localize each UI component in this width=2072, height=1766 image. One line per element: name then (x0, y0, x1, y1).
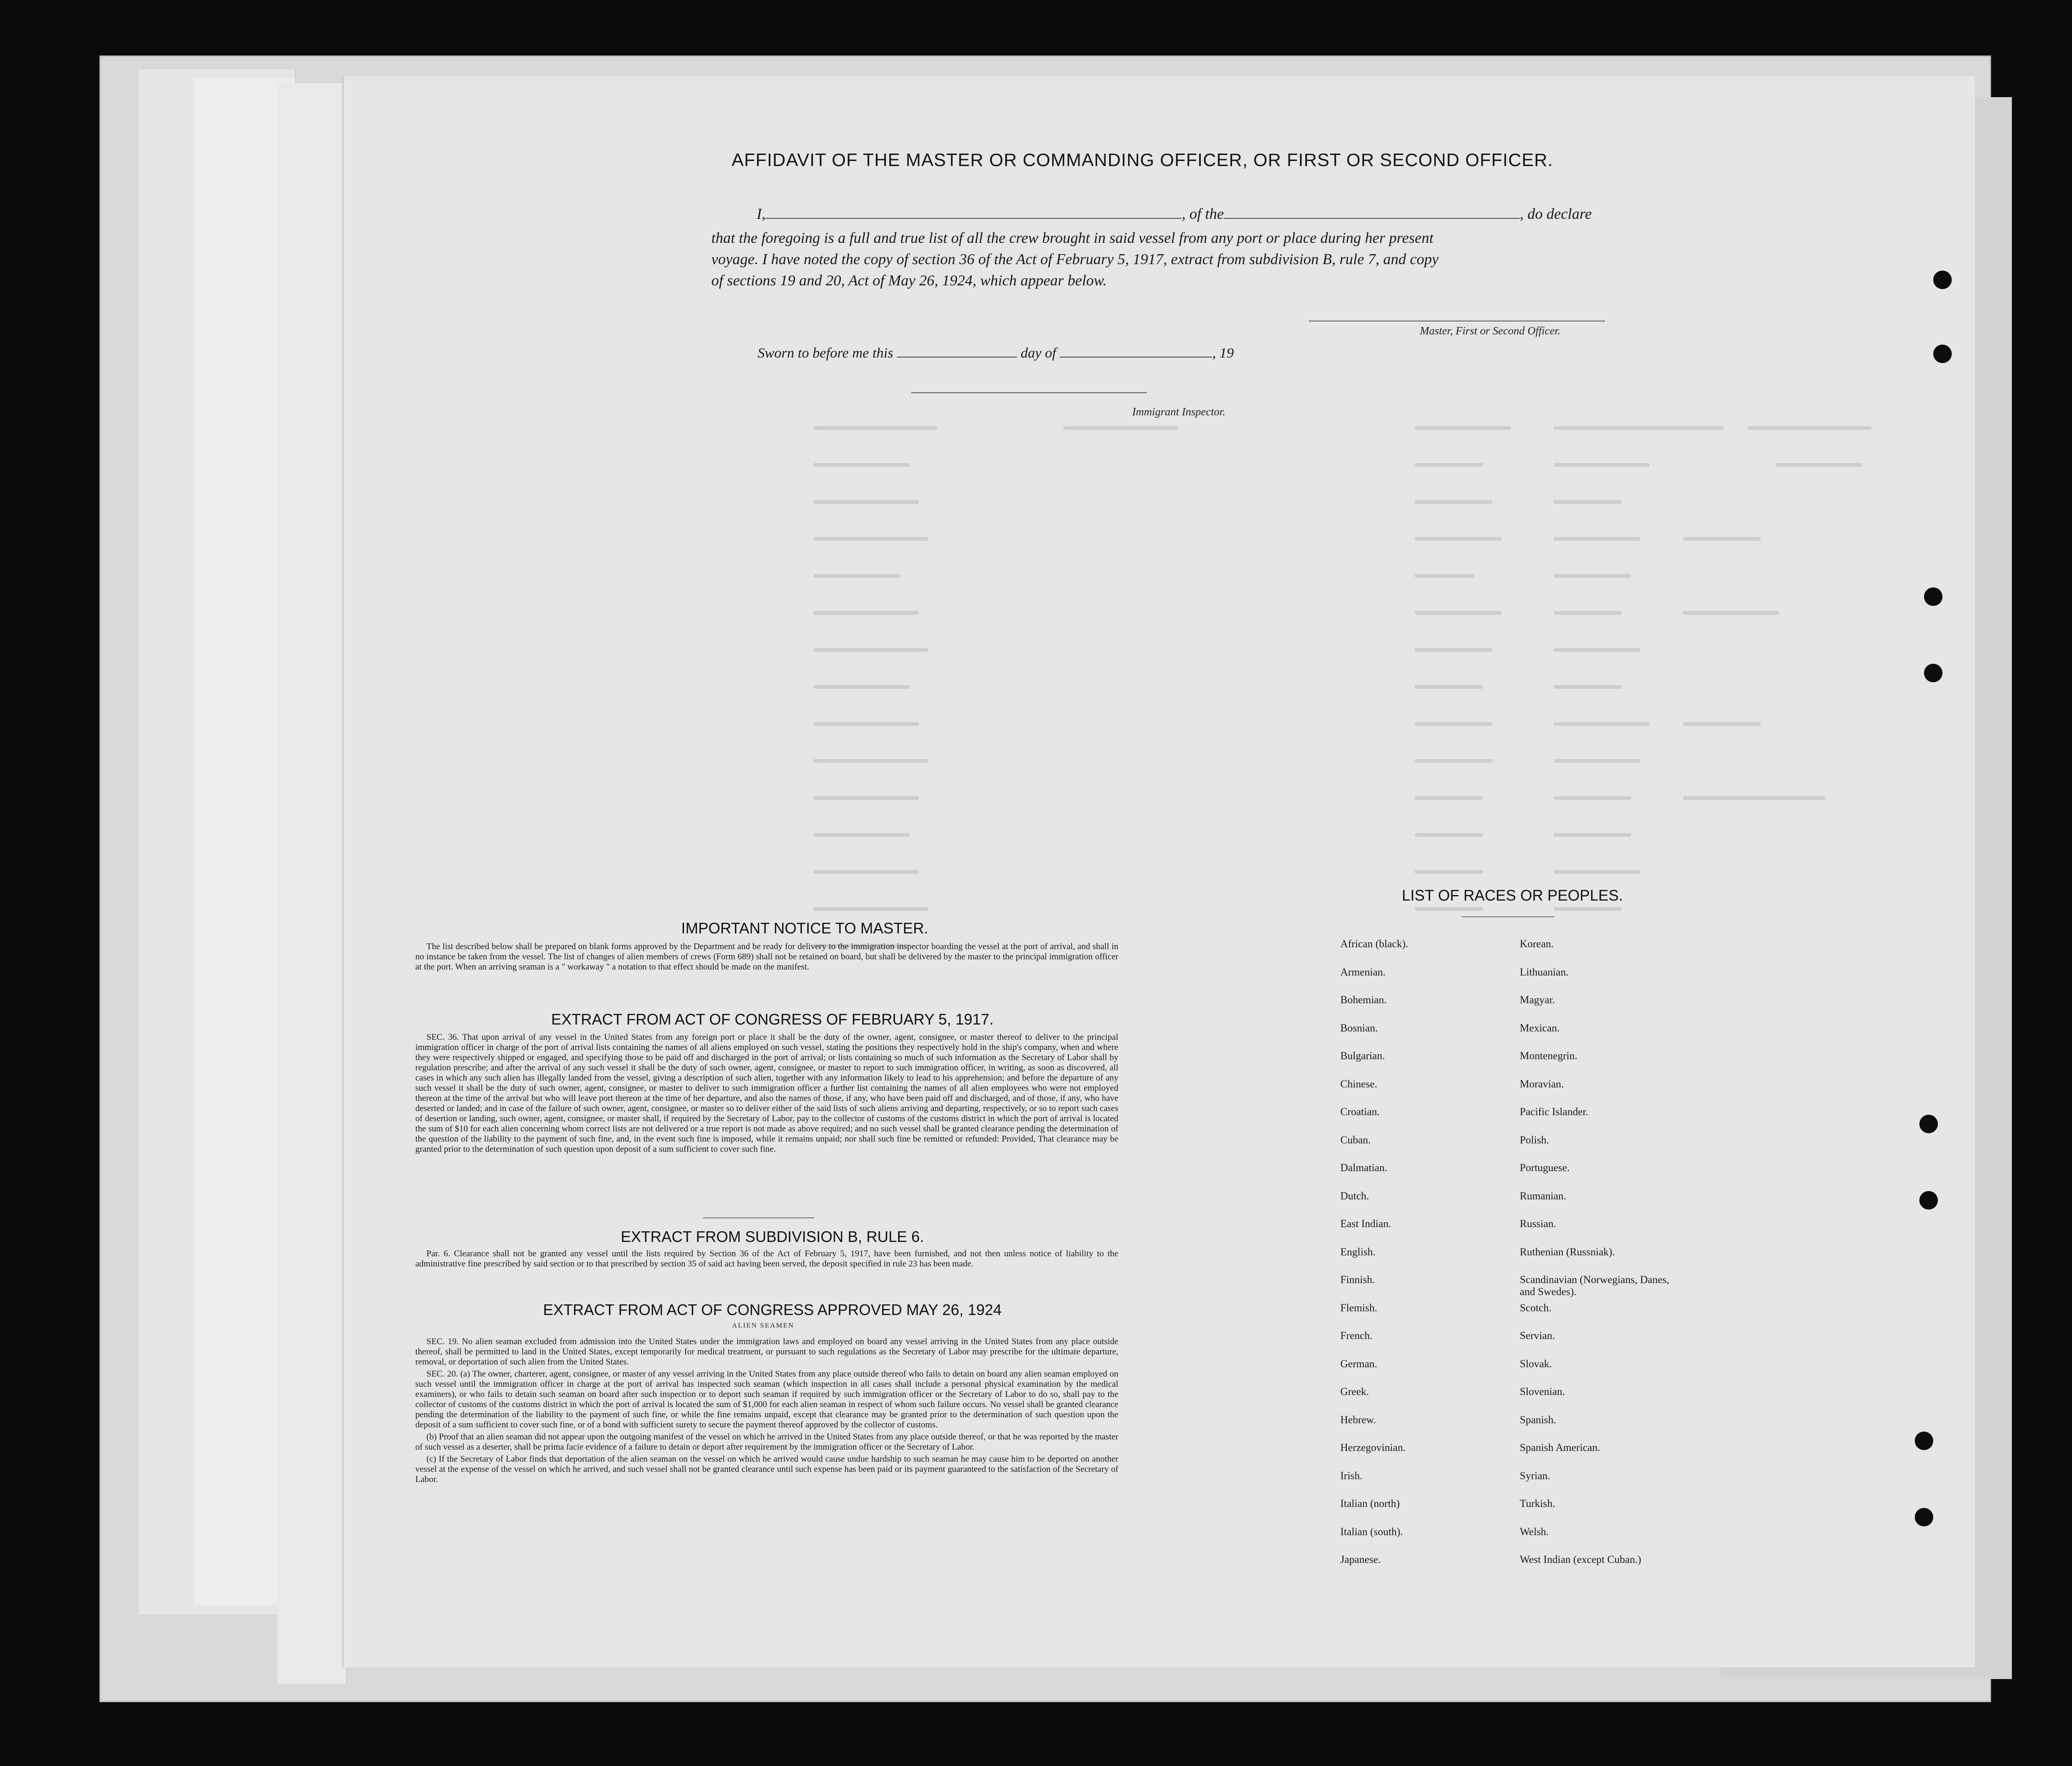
race-item: West Indian (except Cuban.) (1520, 1554, 1641, 1565)
race-item: Pacific Islander. (1520, 1106, 1589, 1118)
races-right-column (1520, 938, 1686, 1582)
race-item: Moravian. (1520, 1078, 1564, 1090)
race-item: French. (1340, 1330, 1373, 1341)
race-item: Polish. (1520, 1134, 1549, 1146)
races-title-underline (1462, 916, 1554, 917)
notice-text (415, 942, 1118, 974)
master-signature-label: Master, First or Second Officer. (1420, 325, 1560, 337)
race-item: Ruthenian (Russniak). (1520, 1246, 1615, 1258)
race-item: Spanish. (1520, 1414, 1556, 1426)
sworn-line (758, 345, 1234, 361)
section-divider (703, 1217, 814, 1218)
notice-title: IMPORTANT NOTICE TO MASTER. (681, 920, 929, 937)
race-item: Japanese. (1340, 1554, 1381, 1565)
declaration-end: , do declare (1519, 206, 1592, 222)
punch-hole (1915, 1432, 1933, 1450)
extract-1924-title: EXTRACT FROM ACT OF CONGRESS APPROVED MAY 26, 1924 (543, 1301, 1002, 1318)
vessel-blank (1224, 218, 1520, 219)
declaration-i: I, (757, 206, 766, 222)
race-item: Welsh. (1520, 1525, 1549, 1538)
race-item: Russian. (1520, 1218, 1556, 1229)
affidavit-line-3: voyage. I have noted the copy of section 36 of the Act of February 5, 1917, extract from subdivision B, rule 7, and copy (711, 251, 1439, 268)
race-item: Flemish. (1340, 1302, 1377, 1314)
affidavit-line-4: of sections 19 and 20, Act of May 26, 1924, which appear below. (711, 272, 1107, 289)
race-item: Bulgarian. (1340, 1050, 1385, 1062)
section-20c-paragraph: (c) If the Secretary of Labor finds that deportation of the alien seaman on the vessel on which he arrived would cause undue hardship to such seaman he may cause him to be deported on another vessel at the expense of the vessel on which he arrived, and such vessel shall not be granted clearance until such expense has been paid or its payment guaranteed to the satisfaction of the Secretary of Labor. (415, 1454, 1118, 1484)
race-item: Servian. (1520, 1330, 1555, 1341)
race-item: Dutch. (1340, 1190, 1369, 1202)
punch-hole (1915, 1508, 1933, 1526)
race-item: Spanish American. (1520, 1442, 1600, 1453)
races-title: LIST OF RACES OR PEOPLES. (1401, 887, 1623, 904)
race-item: Bohemian. (1340, 994, 1387, 1006)
punch-hole (1919, 1191, 1938, 1210)
extract-rule6-text (415, 1249, 1118, 1271)
race-item: Dalmatian. (1340, 1162, 1388, 1173)
punch-hole (1933, 345, 1952, 363)
race-item: Slovenian. (1520, 1386, 1565, 1397)
rule-6-paragraph: Par. 6. Clearance shall not be granted any vessel until the lists required by Section 36 of the Act of February 5, 1917, have been furnished, and not then unless notice of liability to the administrative fine prescribed by said section or to that prescribed by section 35 of said act having been served, the deposit specified in rule 23 has been made. (415, 1249, 1118, 1269)
race-item: Chinese. (1340, 1078, 1377, 1090)
race-item: Finnish. (1340, 1274, 1375, 1285)
punch-hole (1924, 587, 1942, 606)
sworn-year: , 19 (1212, 345, 1234, 361)
alien-seamen-subtitle: ALIEN SEAMEN (732, 1322, 795, 1329)
race-item: Hebrew. (1340, 1414, 1376, 1426)
affidavit-title: AFFIDAVIT OF THE MASTER OR COMMANDING OFFICER, OR FIRST OR SECOND OFFICER. (731, 150, 1554, 170)
races-left-column (1340, 938, 1408, 1582)
declaration-of-the: , of the (1182, 206, 1224, 222)
race-item: Scotch. (1520, 1302, 1552, 1314)
race-item: Magyar. (1520, 994, 1555, 1006)
race-item: Italian (south). (1340, 1525, 1403, 1538)
punch-hole (1933, 271, 1952, 289)
punch-hole (1919, 1115, 1938, 1133)
race-item: Greek. (1340, 1386, 1369, 1397)
race-item: Slovak. (1520, 1358, 1552, 1370)
race-item: English. (1340, 1246, 1376, 1258)
inspector-signature-line (911, 392, 1147, 393)
notice-paragraph: The list described below shall be prepared on blank forms approved by the Department and be ready for delivery to the immigration inspector boarding the vessel at the port of arrival, and shall in no instance be taken from the vessel. The list of changes of alien members of crews (Form 689) shall not be retained on board, but shall be delivered by the master to the principal immigration officer at the port. When an arriving seaman is a " workaway " a notation to that effect should be made on the manifest. (415, 942, 1118, 972)
race-item: Rumanian. (1520, 1190, 1566, 1202)
race-item: Irish. (1340, 1470, 1363, 1482)
race-item: Croatian. (1340, 1106, 1380, 1118)
race-item: Mexican. (1520, 1022, 1560, 1034)
sworn-day-of: day of (1020, 345, 1056, 361)
race-item: Korean. (1520, 938, 1554, 950)
race-item: Lithuanian. (1520, 966, 1569, 978)
month-blank (1060, 357, 1212, 358)
race-item: Montenegrin. (1520, 1050, 1578, 1062)
section-36-paragraph: SEC. 36. That upon arrival of any vessel in the United States from any foreign port or place it shall be the duty of the owner, agent, consignee, or master thereof to deliver to the principal immigration officer in charge of the port of arrival lists containing the names of all aliens employed on such vessel, stating the positions they respectively hold in the ship's company, when and where they were respectively shipped or engaged, and specifying those to be paid off and discharged in the port of arrival; or lists containing so much of such information as the Secretary of Labor shall by regulation prescribe; and after the arrival of any such vessel it shall be the duty of such owner, agent, consignee, or master to report to such immigration officer, in writing, as soon as discovered, all cases in which any such alien has illegally landed from the vessel, giving a description of such alien, together with any information likely to lead to his apprehension; and before the departure of any such vessel it shall be the duty of such owner, agent, consignee, or master to deliver to such immigration officer a further list containing the names of all alien employees who were not employed thereon at the time of the arrival but who will leave port thereon at the time of her departure, and also the names of those, if any, who have been paid off and discharged, and of those, if any, who have deserted or landed; and in case of the failure of such owner, agent, consignee, or master so to deliver either of the said lists of such aliens arriving and departing, respectively, or so to report such cases of desertion or landing, such owner, agent, consignee, or master shall, if required by the Secretary of Labor, pay to the collector of customs of the customs district in which the port of arrival is located the sum of $10 for each alien concerning whom correct lists are not delivered or a true report is not made as above required; and no such vessel shall be granted clearance pending the determination of the question of the liability to the payment of such fine, and, in the event such fine is imposed, while it remains unpaid; nor shall such fine be remitted or refunded: Provided, That clearance may be granted prior to the determination of such question upon deposit of a sum sufficient to cover such fine. (415, 1032, 1118, 1154)
race-item: East Indian. (1340, 1218, 1391, 1229)
inspector-signature-label: Immigrant Inspector. (1132, 406, 1226, 418)
underlying-page-edge (278, 83, 347, 1684)
affidavit-line-2: that the foregoing is a full and true list of all the crew brought in said vessel from any port or place during her present (711, 230, 1434, 247)
punch-hole (1924, 664, 1942, 682)
race-item: Portuguese. (1520, 1162, 1570, 1173)
race-item: Italian (north) (1340, 1498, 1400, 1509)
race-item: Turkish. (1520, 1498, 1555, 1509)
extract-1917-text (415, 1032, 1118, 1156)
race-item: Herzegovinian. (1340, 1442, 1406, 1453)
race-item: Cuban. (1340, 1134, 1371, 1146)
extract-rule6-title: EXTRACT FROM SUBDIVISION B, RULE 6. (621, 1228, 924, 1245)
section-19-paragraph: SEC. 19. No alien seaman excluded from admission into the United States under the immigration laws and employed on board any vessel arriving in the United States from any place outside thereof, shall be permitted to land in the United States, except temporarily for medical treatment, or pursuant to such regulations as the Secretary of Labor may prescribe for the ultimate departure, removal, or deportation of such alien from the United States. (415, 1337, 1118, 1367)
race-item: Syrian. (1520, 1470, 1550, 1482)
race-item: Bosnian. (1340, 1022, 1378, 1034)
sworn-before: Sworn to before me this (758, 345, 894, 361)
name-blank (765, 218, 1182, 219)
section-20a-paragraph: SEC. 20. (a) The owner, charterer, agent, consignee, or master of any vessel arriving in the United States from any place outside thereof who fails to detain on board any alien seaman employed on such vessel until the immigration officer in charge at the port of arrival has inspected such seaman (which inspection in all cases shall include a personal physical examination by the medical examiners), or who fails to detain such seaman on board after such inspection or to deport such seaman if required by such immigration officer or the Secretary of Labor to do so, shall pay to the collector of customs of the customs district in which the port of arrival is located the sum of $1,000 for each alien seaman in respect of whom such failure occurs. No vessel shall be granted clearance pending the determination of the liability to the payment of such fine, or while the fine remains unpaid, except that clearance may be granted prior to the determination of such question upon the deposit of a sum sufficient to cover such fine, or of a bond with sufficient surety to secure the payment thereof approved by the collector of customs. (415, 1369, 1118, 1430)
extract-1917-title: EXTRACT FROM ACT OF CONGRESS OF FEBRUARY 5, 1917. (551, 1011, 994, 1028)
day-blank (897, 357, 1017, 358)
race-item: German. (1340, 1358, 1377, 1370)
affidavit-declaration-line (757, 206, 1591, 223)
race-item: Armenian. (1340, 966, 1386, 978)
race-item: Scandinavian (Norwegians, Danes, and Swedes). (1520, 1274, 1670, 1297)
extract-1924-text (415, 1337, 1118, 1487)
section-20b-paragraph: (b) Proof that an alien seaman did not appear upon the outgoing manifest of the vessel on which he arrived in the United States from any place outside thereof, or that he was reported by the master of such vessel as a deserter, shall be prima facie evidence of a failure to detain or deport after requirement by the immigration officer or the Secretary of Labor. (415, 1432, 1118, 1452)
race-item: African (black). (1340, 938, 1408, 950)
